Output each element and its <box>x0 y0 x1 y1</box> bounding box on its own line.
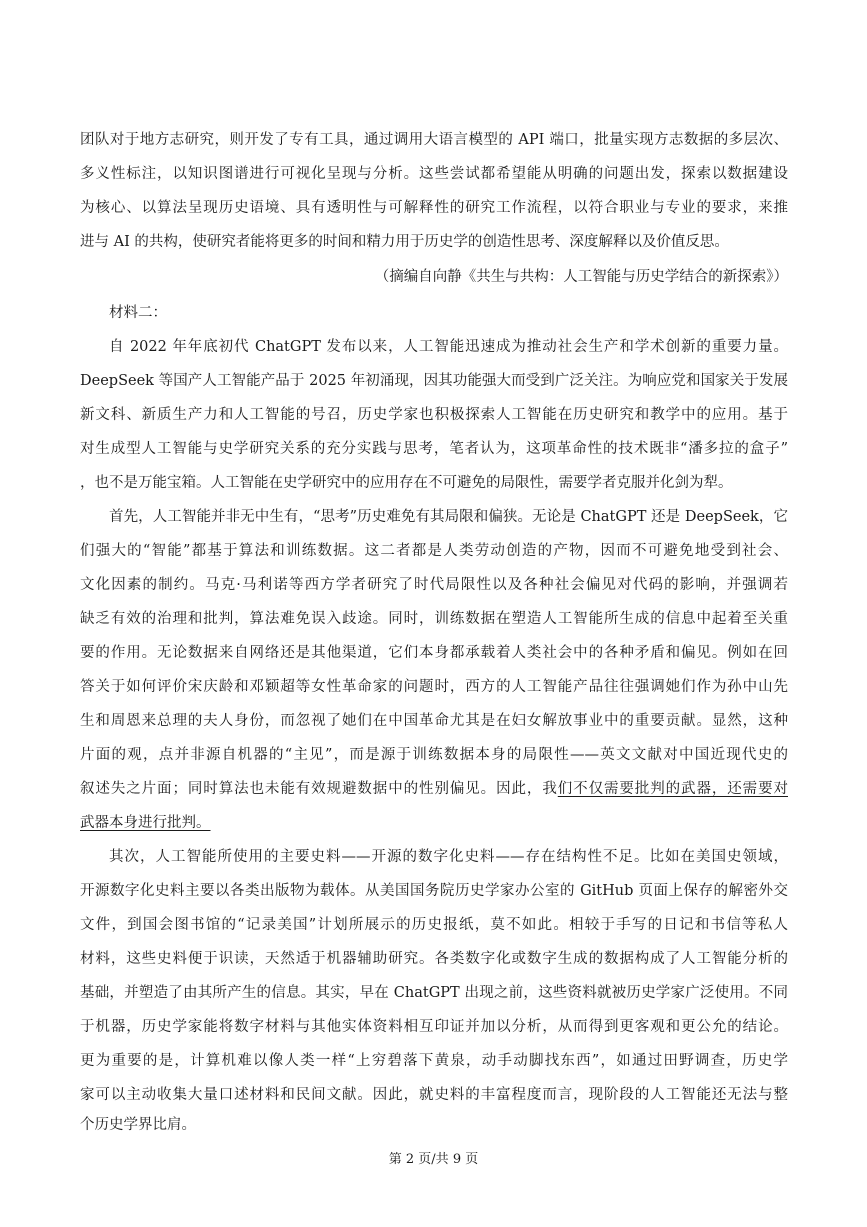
text-line: 要的作用。无论数据来自网络还是其他渠道，它们本身都承载着人类社会中的各种矛盾和偏见。例如在回 <box>80 645 788 661</box>
text-line <box>80 812 788 834</box>
text-line: 进与 AI 的共构，使研究者能将更多的时间和精力用于历史学的创造性思考、深度解释以及价值反思。 <box>80 234 729 250</box>
text-line <box>80 778 788 800</box>
text-line: 更为重要的是，计算机难以像人类一样“上穷碧落下黄泉，动手动脚找东西”，如通过田野调查，历史学 <box>80 1053 788 1069</box>
text-line: 开源数字化史料主要以各类出版物为载体。从美国国务院历史学家办公室的 GitHub 页面上保存的解密外交 <box>80 883 788 899</box>
section-heading: 材料二： <box>109 305 167 321</box>
text-line: 材料，这些史料便于识读，天然适于机器辅助研究。各类数字化或数字生成的数据构成了人工智能分析的 <box>80 951 788 967</box>
text-line: 家可以主动收集大量口述材料和民间文献。因此，就史料的丰富程度而言，现阶段的人工智能还无法与整 <box>80 1087 788 1103</box>
text-line: 文件，到国会图书馆的“记录美国”计划所展示的历史报纸，莫不如此。相较于手写的日记和书信等私人 <box>80 917 788 933</box>
text-line: 个历史学界比肩。 <box>80 1117 196 1133</box>
text-line: 基础，并塑造了由其所产生的信息。其实，早在 ChatGPT 出现之前，这些资料就被历史学家广泛使用。不同 <box>80 985 788 1001</box>
text-line: 新文科、新质生产力和人工智能的号召，历史学家也积极探索人工智能在历史研究和教学中的应用。基于 <box>80 407 788 423</box>
text-line: 团队对于地方志研究，则开发了专有工具，通过调用大语言模型的 API 端口，批量实现方志数据的多层次、 <box>80 132 788 148</box>
text-line: 文化因素的制约。马克·马利诺等西方学者研究了时代局限性以及各种社会偏见对代码的影响，并强调若 <box>80 577 788 593</box>
text-span: 叙述失之片面；同时算法也未能有效规避数据中的性别偏见。因此，我 <box>80 781 558 797</box>
underlined-text: 们不仅需要批判的武器，还需要对 <box>557 781 788 797</box>
text-line: 首先，人工智能并非无中生有，“思考”历史难免有其局限和偏狭。无论是 ChatGPT 还是 DeepSeek，它 <box>109 509 788 525</box>
text-line: 片面的观，点并非源自机器的“主见”，而是源于训练数据本身的局限性——英文文献对中国近现代史的 <box>80 747 788 763</box>
page-number: 第 2 页/共 9 页 <box>388 1152 479 1167</box>
text-line: 自 2022 年年底初代 ChatGPT 发布以来，人工智能迅速成为推动社会生产和学术创新的重要力量。 <box>109 339 788 355</box>
text-line: 生和周恩来总理的夫人身份，而忽视了她们在中国革命尤其是在妇女解放事业中的重要贡献。显然，这种 <box>80 713 788 729</box>
text-line: DeepSeek 等国产人工智能产品于 2025 年初涌现，因其功能强大而受到广泛关注。为响应党和国家关于发展 <box>80 373 788 389</box>
text-line: 对生成型人工智能与史学研究关系的充分实践与思考，笔者认为，这项革命性的技术既非“潘多拉的盒子” <box>80 441 788 457</box>
text-line: 于机器，历史学家能将数字材料与其他实体资料相互印证并加以分析，从而得到更客观和更公允的结论。 <box>80 1019 788 1035</box>
text-line: 缺乏有效的治理和批判，算法难免误入歧途。同时，训练数据在塑造人工智能所生成的信息中起着至关重 <box>80 611 788 627</box>
underlined-text: 武器本身进行批判。 <box>80 815 211 831</box>
text-line: 多义性标注，以知识图谱进行可视化呈现与分析。这些尝试都希望能从明确的问题出发，探索以数据建设 <box>80 166 788 182</box>
source-citation: （摘编自向静《共生与共构：人工智能与历史学结合的新探索》） <box>374 269 788 285</box>
text-line: 答关于如何评价宋庆龄和邓颖超等女性革命家的问题时，西方的人工智能产品往往强调她们作为孙中山先 <box>80 679 788 695</box>
text-line: 们强大的“智能”都基于算法和训练数据。这二者都是人类劳动创造的产物，因而不可避免地受到社会、 <box>80 543 788 559</box>
text-line: ，也不是万能宝箱。人工智能在史学研究中的应用存在不可避免的局限性，需要学者克服并化剑为犁。 <box>80 475 733 491</box>
text-line: 为核心、以算法呈现历史语境、具有透明性与可解释性的研究工作流程，以符合职业与专业的要求，来推 <box>80 200 788 216</box>
text-line: 其次，人工智能所使用的主要史料——开源的数字化史料——存在结构性不足。比如在美国史领域， <box>109 849 788 865</box>
